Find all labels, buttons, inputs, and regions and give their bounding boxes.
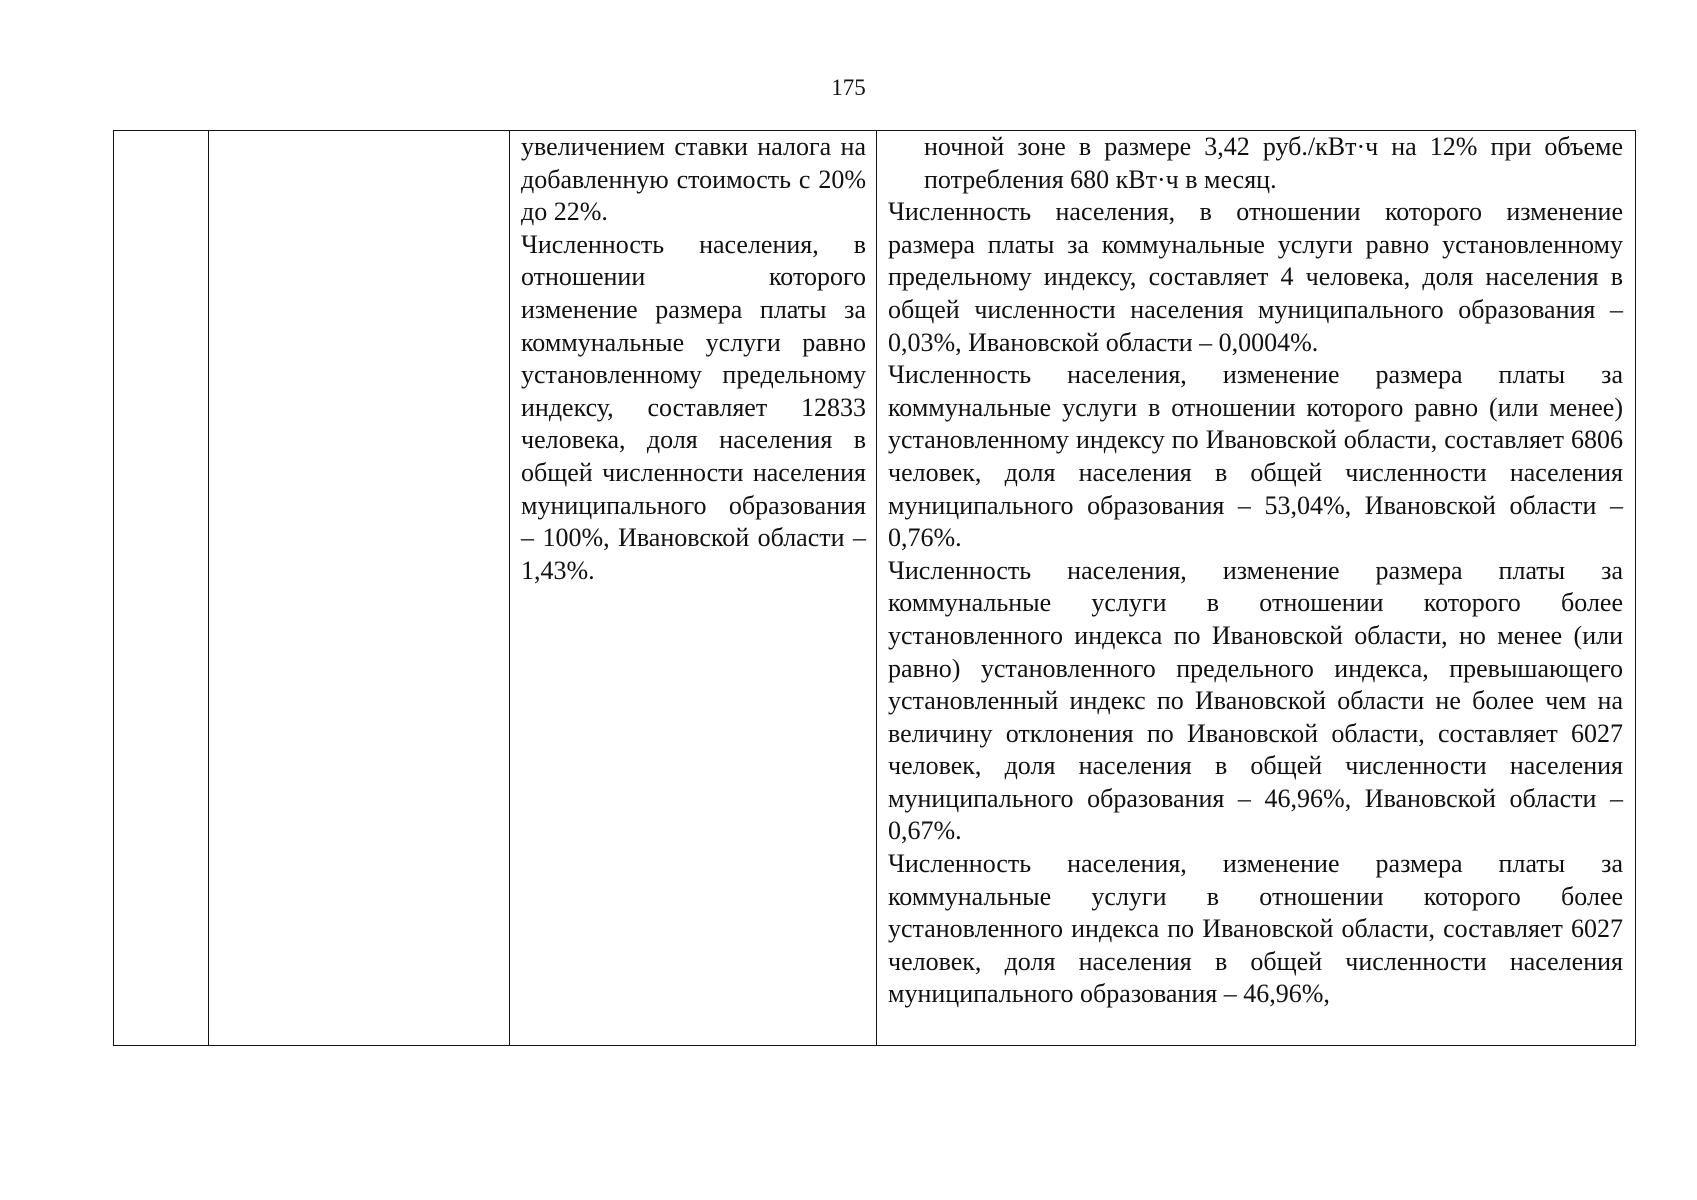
table-cell-col4 [877, 131, 1636, 1046]
col3-paragraph: Численность населения, в отношении которого изменение размера платы за коммунальные услуги равно установленному предельному индексу, составляет 12833 человека, доля населения в общей численности населения муниципального образования – 100%, Ивановской области – 1,43%. [521, 229, 866, 585]
table-row [114, 131, 1636, 1046]
document-table [113, 130, 1636, 1046]
table-cell-col1 [114, 131, 209, 1046]
table-cell-col3 [510, 131, 877, 1046]
col4-paragraph: Численность населения, изменение размера платы за коммунальные услуги в отношении которого равно (или менее) установленному индексу по Ивановской области, составляет 6806 человек, доля населения в общей численности населения муниципального образования – 53,04%, Ивановской области – 0,76%. [888, 360, 1623, 553]
col4-paragraph: ночной зоне в размере 3,42 руб./кВт·ч на 12% при объеме потребления 680 кВт·ч в месяц. [924, 132, 1623, 194]
table-cell-col2 [209, 131, 510, 1046]
page-number: 175 [831, 75, 866, 100]
col4-paragraph: Численность населения, изменение размера платы за коммунальные услуги в отношении которого более установленного индекса по Ивановской области, составляет 6027 человек, доля населения в общей численности населения муниципального образования – 46,96%, [888, 849, 1623, 1009]
col4-paragraph: Численность населения, изменение размера платы за коммунальные услуги в отношении которого более установленного индекса по Ивановской области, но менее (или равно) установленного предельного индекса, превышающего установленный индекс по Ивановской области не более чем на величину отклонения по Ивановской области, составляет 6027 человек, доля населения в общей численности населения муниципального образования – 46,96%, Ивановской области – 0,67%. [888, 555, 1623, 846]
col4-paragraph: Численность населения, в отношении которого изменение размера платы за коммунальные услуги равно установленному предельному индексу, составляет 4 человека, доля населения в общей численности населения муниципального образования – 0,03%, Ивановской области – 0,0004%. [888, 197, 1623, 357]
col3-paragraph: увеличением ставки налога на добавленную стоимость с 20% до 22%. [521, 132, 866, 227]
